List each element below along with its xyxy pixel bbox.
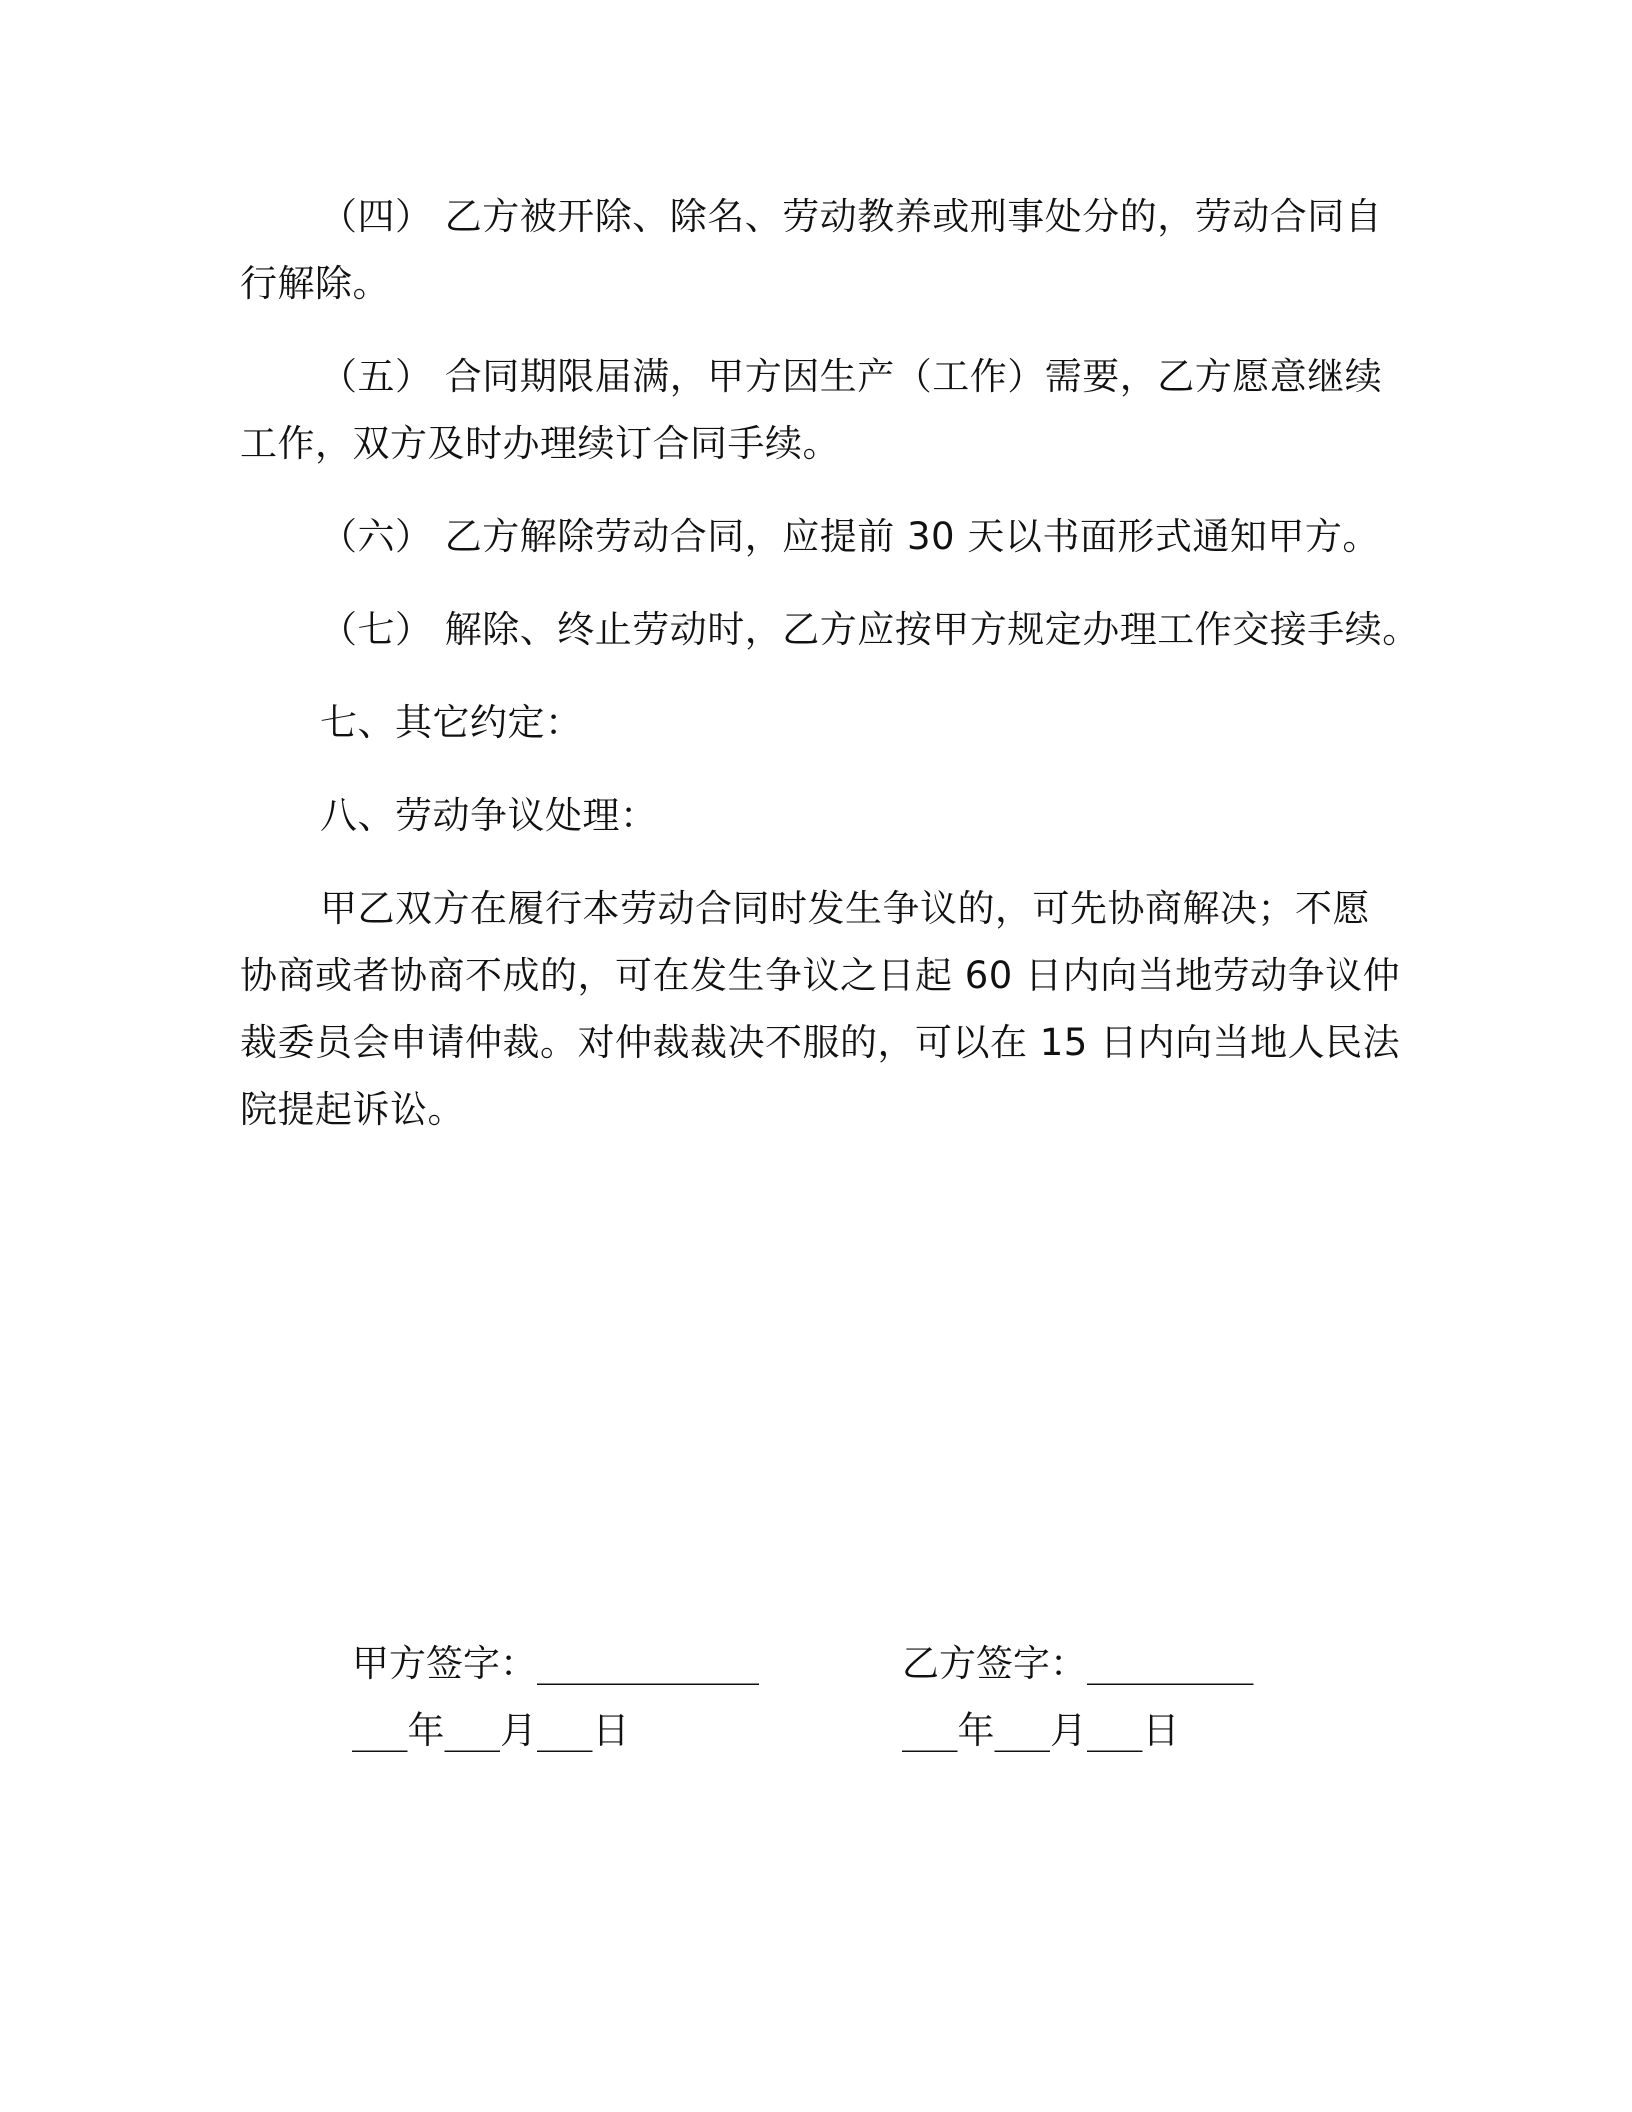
clause-4-line-1: （四） 乙方被开除、除名、劳动教养或刑事处分的，劳动合同自 [320,195,1383,238]
clause-4 [240,183,1390,317]
clause-7-line-1: （七） 解除、终止劳动时，乙方应按甲方规定办理工作交接手续。 [320,608,1420,651]
party-a-date-line[interactable]: ___年___月___日 [352,1709,630,1752]
clause-5 [240,343,1390,477]
party-a-signature-line[interactable]: 甲方签字：____________ [352,1642,759,1685]
party-b-date-line[interactable]: ___年___月___日 [902,1709,1180,1752]
clause-4-line-2: 行解除。 [240,262,390,305]
clause-5-line-1: （五） 合同期限届满，甲方因生产（工作）需要，乙方愿意继续 [320,355,1383,398]
section-8-body-line-4: 院提起诉讼。 [240,1088,465,1131]
clause-6-line-1: （六） 乙方解除劳动合同，应提前 30 天以书面形式通知甲方。 [320,515,1380,558]
party-a-signature-block [352,1630,759,1764]
clause-6 [240,503,1390,570]
section-8-body-line-2: 协商或者协商不成的，可在发生争议之日起 60 日内向当地劳动争议仲 [240,954,1401,997]
section-8-body-line-3: 裁委员会申请仲裁。对仲裁裁决不服的，可以在 15 日内向当地人民法 [240,1021,1401,1064]
section-8-body [240,875,1401,1143]
section-7-heading [240,689,1390,756]
party-b-signature-line[interactable]: 乙方签字：_________ [902,1642,1254,1685]
party-b-signature-block [902,1630,1254,1764]
clause-5-line-2: 工作，双方及时办理续订合同手续。 [240,422,840,465]
section-8-heading-text: 八、劳动争议处理： [320,794,658,837]
section-8-heading [240,782,1390,849]
section-8-body-line-1: 甲乙双方在履行本劳动合同时发生争议的，可先协商解决；不愿 [320,887,1370,930]
section-7-heading-text: 七、其它约定： [320,701,583,744]
clause-7 [240,596,1420,663]
